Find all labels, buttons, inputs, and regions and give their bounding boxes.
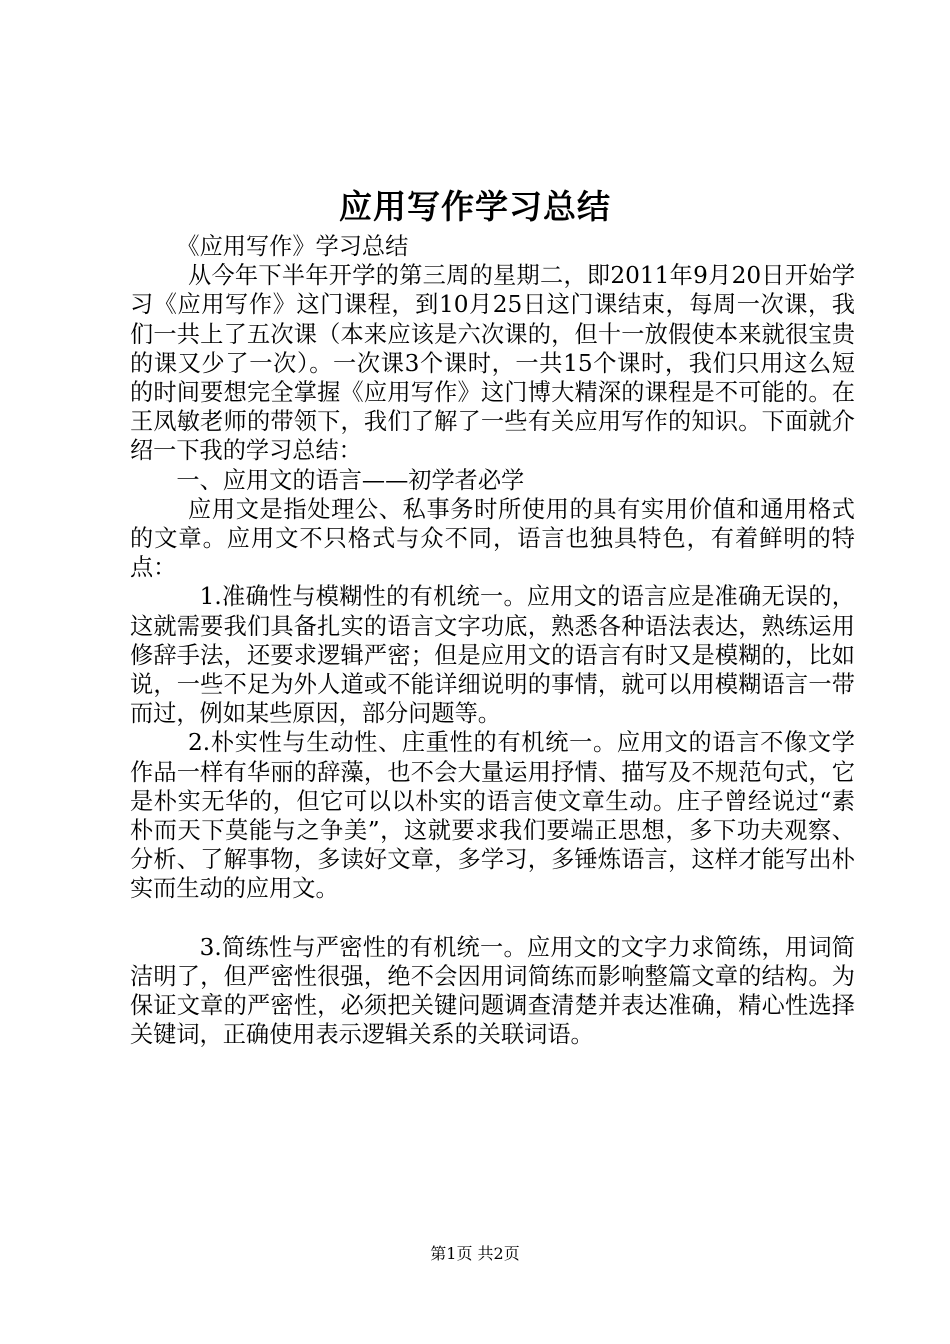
- document-body: [130, 232, 855, 1050]
- paragraph-gap: [130, 904, 855, 933]
- subtitle-paragraph: 《应用写作》学习总结: [176, 233, 409, 260]
- section-heading: 一、应用文的语言——初学者必学: [176, 466, 525, 494]
- definition-paragraph: 应用文是指处理公、私事务时所使用的具有实用价值和通用格式的文章。应用文不只格式与众不同，语言也独具特色，有着鲜明的特点：: [130, 495, 855, 582]
- page-number-footer: 第1页 共2页: [430, 1244, 520, 1263]
- document-title: 应用写作学习总结: [339, 187, 611, 226]
- point-1-paragraph: 1.准确性与模糊性的有机统一。应用文的语言应是准确无误的，这就需要我们具备扎实的语言文字功底，熟悉各种语法表达，熟练运用修辞手法，还要求逻辑严密；但是应用文的语言有时又是模糊的，比如说，一些不足为外人道或不能详细说明的事情，就可以用模糊语言一带而过，例如某些原因，部分问题等。: [130, 583, 855, 728]
- intro-paragraph: 从今年下半年开学的第三周的星期二，即2011年9月20日开始学习《应用写作》这门课程，到10月25日这门课结束，每周一次课，我们一共上了五次课（本来应该是六次课的，但十一放假使本来就很宝贵的课又少了一次）。一次课3个课时，一共15个课时，我们只用这么短的时间要想完全掌握《应用写作》这门博大精深的课程是不可能的。在王凤敏老师的带领下，我们了解了一些有关应用写作的知识。下面就介绍一下我的学习总结：: [130, 262, 855, 465]
- point-3-paragraph: 3.简练性与严密性的有机统一。应用文的文字力求简练，用词简洁明了，但严密性很强，绝不会因用词简练而影响整篇文章的结构。为保证文章的严密性，必须把关键问题调查清楚并表达准确，精心性选择关键词，正确使用表示逻辑关系的关联词语。: [130, 933, 855, 1049]
- point-2-paragraph: 2.朴实性与生动性、庄重性的有机统一。应用文的语言不像文学作品一样有华丽的辞藻，也不会大量运用抒情、描写及不规范句式，它是朴实无华的，但它可以以朴实的语言使文章生动。庄子曾经说过“素朴而天下莫能与之争美”，这就要求我们要端正思想，多下功夫观察、分析、了解事物，多读好文章，多学习，多锤炼语言，这样才能写出朴实而生动的应用文。: [130, 729, 855, 903]
